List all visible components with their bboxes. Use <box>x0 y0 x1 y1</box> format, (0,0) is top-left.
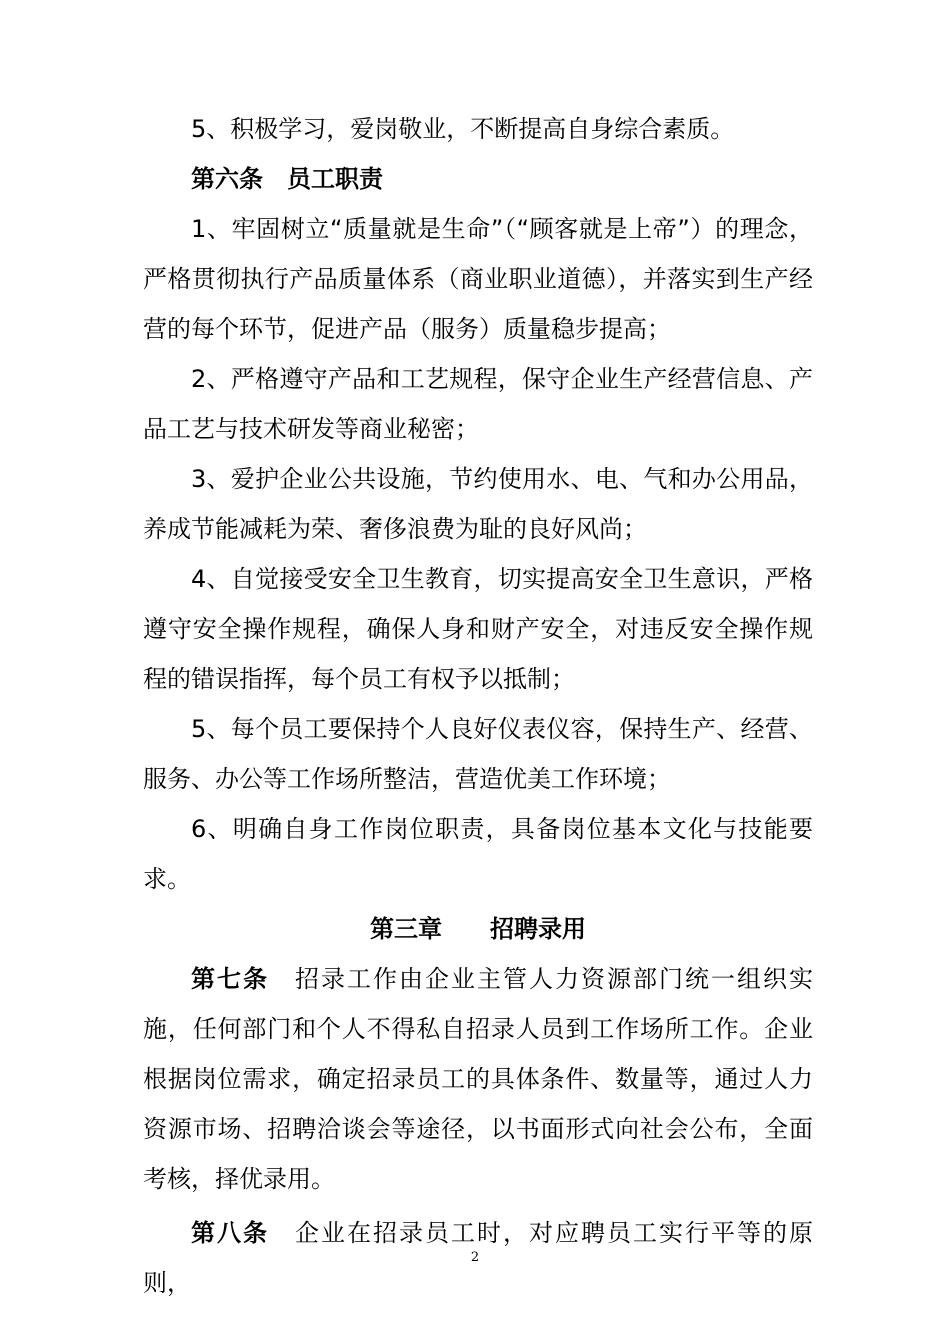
chapter-3-heading <box>143 904 813 954</box>
chapter-3-title: 招聘录用 <box>490 915 586 943</box>
article-7 <box>143 954 813 1204</box>
article-6-item-2: 2、严格遵守产品和工艺规程，保守企业生产经营信息、产品工艺与技术研发等商业秘密； <box>143 365 813 443</box>
article-6-item-5: 5、每个员工要保持个人良好仪表仪容，保持生产、经营、服务、办公等工作场所整洁，营造优美工作环境； <box>143 715 813 793</box>
article-8-text: 企业在招录员工时，对应聘员工实行平等的原则， <box>143 1219 813 1297</box>
chapter-3-label: 第三章 <box>370 915 442 943</box>
article-6-title: 员工职责 <box>287 165 383 193</box>
article-6-label: 第六条 <box>191 165 263 193</box>
article-7-text: 招录工作由企业主管人力资源部门统一组织实施，任何部门和个人不得私自招录人员到工作场所工作。企业根据岗位需求，确定招录员工的具体条件、数量等，通过人力资源市场、招聘洽谈会等途径，以书面形式向社会公布，全面考核，择优录用。 <box>143 965 813 1193</box>
paragraph-item-5: 5、积极学习，爱岗敬业，不断提高自身综合素质。 <box>191 115 735 143</box>
document-body <box>143 104 813 1308</box>
article-6-heading <box>143 154 813 204</box>
page-number: 2 <box>470 1250 480 1265</box>
article-6-item-1: 1、牢固树立“质量就是生命”（“顾客就是上帝”）的理念，严格贯彻执行产品质量体系（商业职业道德），并落实到生产经营的每个环节，促进产品（服务）质量稳步提高； <box>143 215 813 343</box>
article-6-item-3: 3、爱护企业公共设施，节约使用水、电、气和办公用品，养成节能减耗为荣、奢侈浪费为耻的良好风尚； <box>143 465 813 543</box>
article-6-item-4: 4、自觉接受安全卫生教育，切实提高安全卫生意识，严格遵守安全操作规程，确保人身和财产安全，对违反安全操作规程的错误指挥，每个员工有权予以抵制； <box>143 565 813 693</box>
article-7-label: 第七条 <box>191 965 269 993</box>
article-6-item-6: 6、明确自身工作岗位职责，具备岗位基本文化与技能要求。 <box>143 815 813 893</box>
article-8-label: 第八条 <box>191 1219 269 1247</box>
